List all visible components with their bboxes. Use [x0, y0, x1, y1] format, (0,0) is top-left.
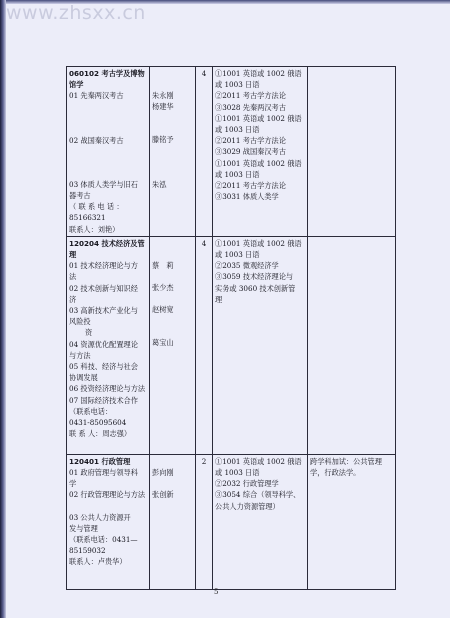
- exam-subjects-cell: [213, 236, 308, 454]
- quota-cell: [196, 67, 213, 237]
- advisor-cell: [150, 236, 196, 454]
- text-line: [152, 271, 193, 282]
- text-line: 张少杰: [152, 283, 174, 293]
- text-line: [152, 478, 193, 489]
- text-line: 张创新: [152, 490, 174, 500]
- text-line: 05 科技、经济与社会: [69, 362, 138, 372]
- text-line: （ 联 系 电 话 ：: [69, 202, 124, 212]
- text-line: ③3031 体质人类学: [215, 192, 279, 202]
- text-line: 或 1003 日语: [215, 250, 260, 260]
- text-line: [152, 68, 193, 79]
- notes-cell: [308, 236, 396, 454]
- text-line: 02 技术创新与知识经: [69, 283, 138, 293]
- text-line: ②2032 行政管理学: [215, 479, 279, 489]
- text-line: 03 体质人类学与旧石: [69, 179, 138, 189]
- text-line: （联系电话：: [69, 406, 113, 416]
- text-line: 风险投: [69, 317, 91, 327]
- text-line: 120401 行政管理: [69, 456, 131, 466]
- text-line: 或 1003 日语: [215, 169, 260, 179]
- text-line: 器考古: [69, 191, 91, 201]
- table-row: [67, 236, 396, 454]
- text-line: [69, 157, 147, 168]
- exam-subjects-cell: [213, 67, 308, 237]
- text-line: 120204 技术经济及管: [69, 238, 145, 248]
- quota-value: 2: [201, 456, 207, 466]
- text-line: ①1001 英语或 1002 俄语: [215, 238, 302, 248]
- text-line: [69, 168, 147, 179]
- text-line: 蔡 莉: [152, 260, 174, 270]
- text-line: [69, 501, 147, 512]
- text-line: 葛宝山: [152, 338, 174, 348]
- text-line: 06 投资经济理论与方法: [69, 384, 146, 394]
- table-row: [67, 67, 396, 237]
- quota-cell: [196, 236, 213, 454]
- text-line: 02 战国秦汉考古: [69, 135, 124, 145]
- text-line: 85159032: [69, 546, 106, 556]
- text-line: 朱永刚: [152, 91, 174, 100]
- text-line: 济: [69, 294, 77, 304]
- text-line: [152, 168, 193, 179]
- text-line: 实务或 3060 技术创新管: [215, 283, 296, 293]
- text-line: 联系人：刘艳）: [69, 224, 120, 234]
- text-line: 赵树宽: [152, 305, 174, 315]
- program-table: [66, 66, 396, 590]
- text-line: 发与管理: [69, 523, 98, 533]
- text-line: 彭向刚: [152, 467, 174, 477]
- text-line: 02 行政管理理论与方法: [69, 490, 146, 500]
- text-line: ①1001 英语或 1002 俄语: [215, 158, 302, 168]
- program-cell: [67, 454, 150, 589]
- text-line: [152, 112, 193, 123]
- text-line: [152, 238, 193, 249]
- text-line: ②2011 考古学方法论: [215, 91, 286, 101]
- text-line: 07 国际经济技术合作: [69, 395, 138, 405]
- text-line: [152, 123, 193, 134]
- text-line: [69, 102, 147, 113]
- text-line: ②2011 考古学方法论: [215, 181, 286, 191]
- text-line: 公共人力资源管理）: [215, 501, 280, 511]
- text-line: 85166321: [69, 213, 106, 223]
- text-line: 法: [69, 272, 77, 282]
- text-line: 滕铭予: [152, 135, 174, 145]
- notes-cell: [308, 454, 396, 589]
- text-line: ①1001 英语或 1002 俄语: [215, 456, 302, 466]
- advisor-cell: [150, 67, 196, 237]
- text-line: 理: [69, 250, 77, 260]
- text-line: [69, 113, 147, 124]
- text-line: [152, 326, 193, 337]
- text-line: [152, 146, 193, 157]
- page-number: 5: [214, 588, 219, 596]
- text-line: [152, 315, 193, 326]
- text-line: 朱泓: [152, 179, 167, 189]
- text-line: 或 1003 日语: [215, 125, 260, 135]
- text-line: 杨建华: [152, 102, 174, 112]
- text-line: 跨学科加试：公共管理: [310, 456, 382, 466]
- program-cell: [67, 67, 150, 237]
- quota-value: 4: [201, 69, 207, 78]
- text-line: ③3028 先秦两汉考古: [215, 102, 286, 112]
- text-line: （联系电话：0431—: [69, 535, 138, 545]
- program-cell: [67, 236, 150, 454]
- text-line: ③3054 综合（领导科学、: [215, 490, 301, 500]
- table-row: [67, 454, 396, 589]
- notes-cell: [308, 67, 396, 237]
- text-line: [152, 79, 193, 90]
- text-line: [152, 456, 193, 467]
- watermark: www.zhsxx.cn: [6, 2, 146, 24]
- text-line: [152, 293, 193, 304]
- text-line: 01 先秦两汉考古: [69, 91, 124, 101]
- exam-subjects-cell: [213, 454, 308, 589]
- text-line: ③3059 技术经济理论与: [215, 272, 294, 282]
- text-line: ①1001 英语或 1002 俄语: [215, 113, 302, 123]
- text-line: 学，行政法学。: [310, 468, 361, 478]
- text-line: 04 资源优化配置理论: [69, 339, 138, 349]
- text-line: 联 系 人：周志强）: [69, 429, 132, 439]
- advisor-cell: [150, 454, 196, 589]
- text-line: ①1001 英语或 1002 俄语: [215, 69, 302, 78]
- text-line: ③3029 战国秦汉考古: [215, 147, 286, 157]
- text-line: 03 高新技术产业化与: [69, 306, 138, 316]
- text-line: [69, 124, 147, 135]
- text-line: 协调发展: [69, 373, 98, 383]
- text-line: [69, 146, 147, 157]
- text-line: 03 公共人力资源开: [69, 512, 131, 522]
- text-line: 理: [215, 294, 223, 304]
- text-line: [152, 249, 193, 260]
- text-line: 资: [85, 328, 93, 338]
- text-line: ②2035 微观经济学: [215, 261, 279, 271]
- text-line: 或 1003 日语: [215, 468, 260, 478]
- quota-cell: [196, 454, 213, 589]
- text-line: 01 政府管理与领导科: [69, 468, 138, 478]
- scan-edge-left: [0, 0, 6, 618]
- text-line: 0431-85095604: [69, 418, 127, 428]
- text-line: 或 1003 日语: [215, 80, 260, 90]
- text-line: 01 技术经济理论与方: [69, 261, 138, 271]
- text-line: 与方法: [69, 350, 91, 360]
- text-line: 学: [69, 479, 77, 489]
- text-line: [152, 157, 193, 168]
- quota-value: 4: [201, 238, 207, 248]
- text-line: 馆学: [69, 80, 84, 90]
- text-line: 060102 考古学及博物: [69, 69, 145, 78]
- text-line: 联系人：卢贵华）: [69, 557, 127, 567]
- text-line: ②2011 考古学方法论: [215, 136, 286, 146]
